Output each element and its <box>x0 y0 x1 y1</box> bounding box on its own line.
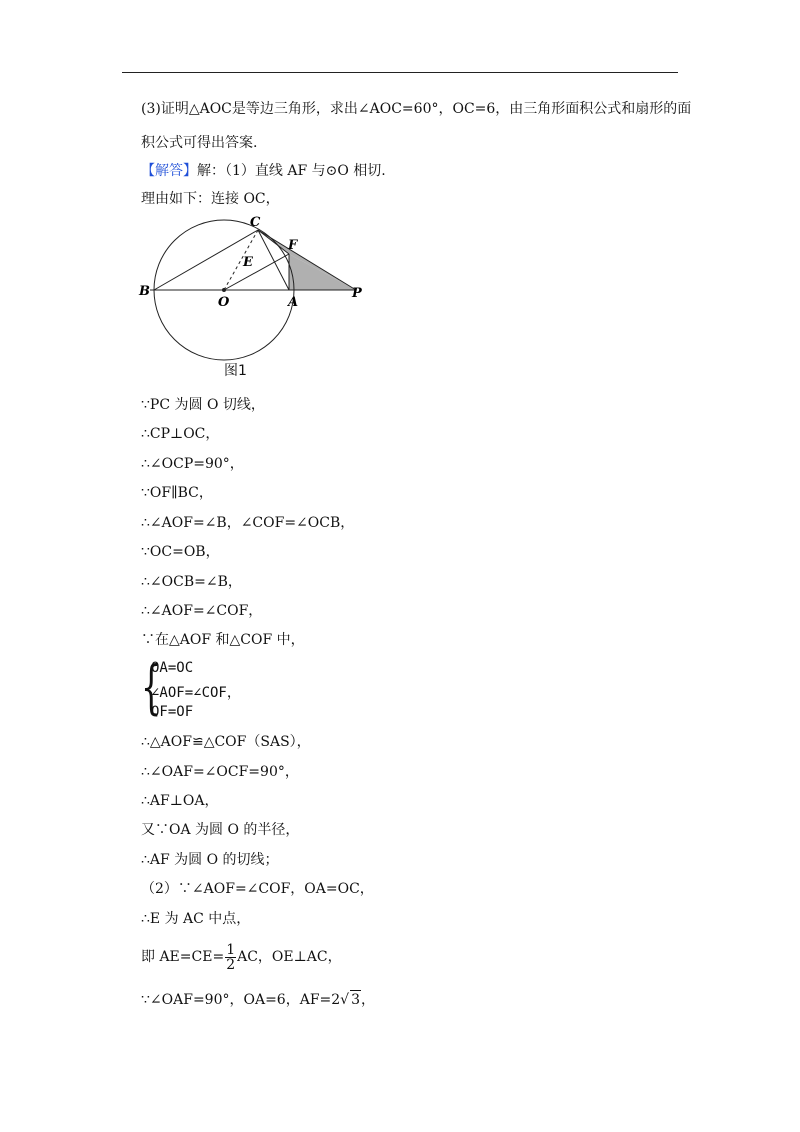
text-line: ∵在△AOF 和△COF 中， <box>141 632 305 648</box>
radical-sign: √ <box>340 992 350 1008</box>
system-row: ∠AOF=∠COF， <box>151 685 241 701</box>
text-line: ∴∠OCP=90°， <box>141 456 244 472</box>
fraction-line <box>141 940 342 974</box>
text-line: ∴△AOF≌△COF（SAS）， <box>141 734 311 750</box>
text-line: ∵OC=OB， <box>141 544 220 560</box>
text-line: （2）∵∠AOF=∠COF，OA=OC， <box>141 881 374 897</box>
fraction-denominator: 2 <box>226 956 236 973</box>
label-p: P <box>352 286 362 301</box>
answer-text: 解：（1）直线 AF 与⊙O 相切. <box>197 163 386 179</box>
text-line: ∴∠AOF=∠COF， <box>141 603 263 619</box>
text-line: ∴CP⊥OC， <box>141 426 220 442</box>
radical-line-start: ∵∠OAF=90°，OA=6，AF=2 <box>141 992 341 1008</box>
figure-caption: 图1 <box>224 363 247 379</box>
answer-tag: 【解答】 <box>141 163 197 179</box>
text-line: 积公式可得出答案. <box>141 135 258 151</box>
center-point <box>222 288 226 292</box>
text-line: (3)证明△AOC是等边三角形，求出∠AOC=60°，OC=6，由三角形面积公式和扇形的面 <box>141 101 692 117</box>
line-cf <box>258 230 289 254</box>
text-line: ∴∠AOF=∠B，∠COF=∠OCB， <box>141 515 355 531</box>
label-c: C <box>250 215 261 230</box>
label-e: E <box>243 255 253 270</box>
answer-line <box>141 162 386 180</box>
text-line: 又∵OA 为圆 O 的半径， <box>141 822 300 838</box>
radicand: 3 <box>351 992 361 1008</box>
radical-line-end: ， <box>361 992 376 1008</box>
radical-line <box>141 990 375 1009</box>
text-line: ∵PC 为圆 O 切线， <box>141 397 265 413</box>
text-line: ∴AF⊥OA， <box>141 793 219 809</box>
label-b: B <box>139 284 150 299</box>
label-a: A <box>288 295 299 310</box>
fraction-line-end: AC，OE⊥AC， <box>237 949 342 965</box>
text-line: ∵OF∥BC， <box>141 485 213 501</box>
geometry-figure <box>136 214 376 364</box>
label-f: F <box>288 238 298 253</box>
system-row: OF=OF <box>151 704 194 720</box>
header-rule <box>122 72 678 73</box>
system-row: OA=OC <box>151 660 194 676</box>
left-brace: { <box>141 653 162 721</box>
text-line: 理由如下：连接 OC， <box>141 191 280 207</box>
text-line: ∴E 为 AC 中点， <box>141 911 251 927</box>
text-line: ∴∠OAF=∠OCF=90°， <box>141 764 299 780</box>
fraction-line-start: 即 AE=CE= <box>141 949 225 965</box>
text-line: ∴AF 为圆 O 的切线； <box>141 852 279 868</box>
fraction-half <box>225 943 236 972</box>
fraction-numerator: 1 <box>226 941 236 958</box>
label-o: O <box>218 295 230 310</box>
text-line: ∴∠OCB=∠B， <box>141 574 242 590</box>
